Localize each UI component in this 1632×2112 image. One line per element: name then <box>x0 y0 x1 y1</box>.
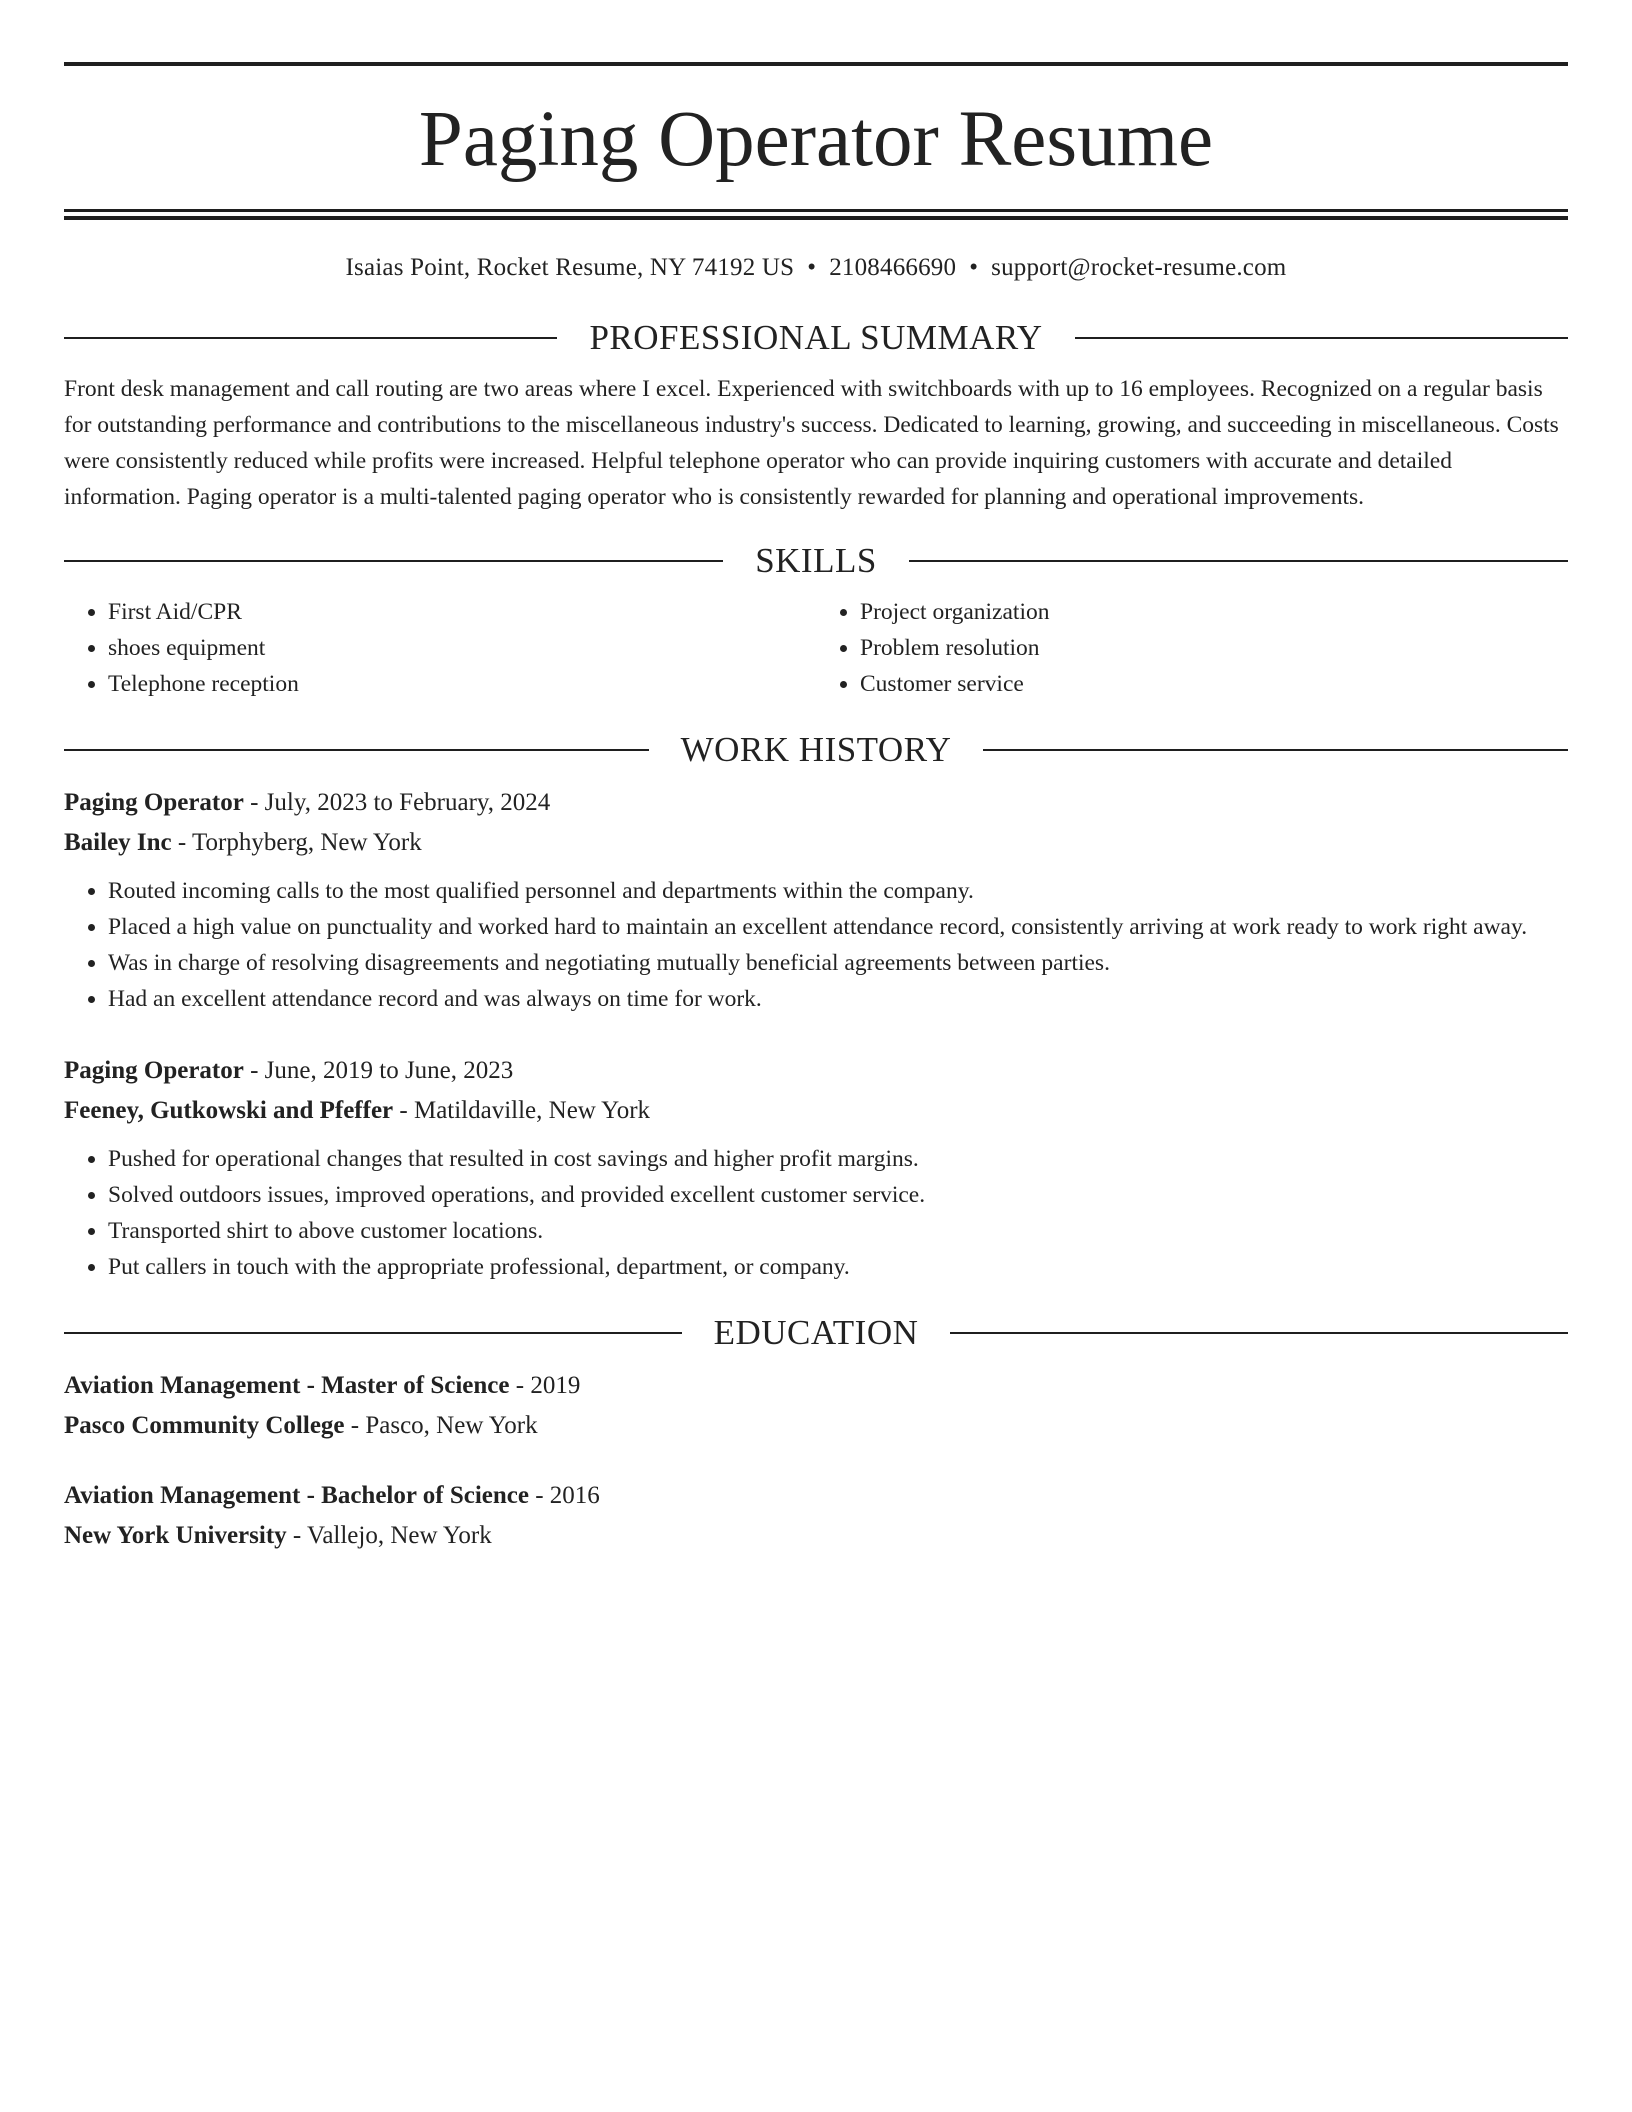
education-school: New York University <box>64 1522 287 1549</box>
page-title: Paging Operator Resume <box>418 96 1214 183</box>
section-title-education: EDUCATION <box>713 1313 919 1352</box>
education-degree: Aviation Management - Master of Science <box>64 1372 510 1399</box>
job-company-line <box>64 823 1568 863</box>
section-header-work <box>64 732 1568 767</box>
section-header-education <box>64 1315 1568 1350</box>
bullet-separator: • <box>969 254 979 281</box>
education-degree-line <box>64 1366 1568 1406</box>
divider-line <box>1075 337 1568 339</box>
job-title: Paging Operator <box>64 789 244 816</box>
skills-column-right <box>816 594 1568 702</box>
top-rule <box>64 62 1568 66</box>
job-bullet: • Routed incoming calls to the most qualified personnel and departments within the company. <box>108 873 1568 909</box>
job-title: Paging Operator <box>64 1057 244 1084</box>
education-location: - Vallejo, New York <box>286 1522 492 1549</box>
divider-line <box>983 749 1568 751</box>
skill-item: • shoes equipment <box>108 630 816 666</box>
job-company-line <box>64 1091 1568 1131</box>
job-bullet: • Solved outdoors issues, improved operations, and provided excellent customer service. <box>108 1177 1568 1213</box>
job-bullets <box>64 873 1568 1017</box>
job-location: - Matildaville, New York <box>393 1097 651 1124</box>
skill-item: • First Aid/CPR <box>108 594 816 630</box>
education-degree: Aviation Management - Bachelor of Science <box>64 1482 529 1509</box>
education-school-line <box>64 1406 1568 1446</box>
bullet-separator: • <box>807 254 817 281</box>
section-title-skills: SKILLS <box>755 541 877 580</box>
contact-email: support@rocket-resume.com <box>991 254 1287 281</box>
job-bullet: • Had an excellent attendance record and was always on time for work. <box>108 981 1568 1017</box>
skill-item: • Customer service <box>860 666 1568 702</box>
contact-phone: 2108466690 <box>829 254 957 281</box>
skill-item: • Telephone reception <box>108 666 816 702</box>
job-company: Bailey Inc <box>64 829 172 856</box>
section-header-skills <box>64 543 1568 578</box>
contact-line <box>64 254 1568 282</box>
education-year: - 2016 <box>528 1482 600 1509</box>
contact-address: Isaias Point, Rocket Resume, NY 74192 US <box>345 254 795 281</box>
education-degree-line <box>64 1476 1568 1516</box>
job-entry <box>64 783 1568 1017</box>
job-bullet: • Was in charge of resolving disagreements and negotiating mutually beneficial agreements between parties. <box>108 945 1568 981</box>
job-bullet: • Placed a high value on punctuality and worked hard to maintain an excellent attendance record, consistently arriving at work ready to work right away. <box>108 909 1568 945</box>
education-school: Pasco Community College <box>64 1412 345 1439</box>
job-location: - Torphyberg, New York <box>171 829 422 856</box>
title-double-rule <box>64 209 1568 220</box>
education-entry <box>64 1366 1568 1446</box>
skill-item: • Project organization <box>860 594 1568 630</box>
job-company: Feeney, Gutkowski and Pfeffer <box>64 1097 394 1124</box>
job-bullet: • Transported shirt to above customer locations. <box>108 1213 1568 1249</box>
education-school-line <box>64 1516 1568 1556</box>
section-title-work: WORK HISTORY <box>680 730 952 769</box>
divider-line <box>64 337 557 339</box>
job-title-line <box>64 1051 1568 1091</box>
job-bullet: • Pushed for operational changes that resulted in cost savings and higher profit margins. <box>108 1141 1568 1177</box>
job-entry <box>64 1051 1568 1285</box>
job-title-line <box>64 783 1568 823</box>
job-bullet: • Put callers in touch with the appropriate professional, department, or company. <box>108 1249 1568 1285</box>
skills-list <box>64 594 1568 702</box>
job-dates: - June, 2019 to June, 2023 <box>243 1057 514 1084</box>
divider-line <box>950 1332 1568 1334</box>
education-year: - 2019 <box>509 1372 581 1399</box>
divider-line <box>64 1332 682 1334</box>
section-header-summary <box>64 320 1568 355</box>
summary-text: Front desk management and call routing are two areas where I excel. Experienced with switchboards with up to 16 employees. Recognized on a regular basis for outstanding performance and contributions to the miscellaneous industry's success. Dedicated to learning, growing, and succeeding in miscellaneous. Costs were consistently reduced while profits were increased. Helpful telephone operator who can provide inquiring customers with accurate and detailed information. Paging operator is a multi-talented paging operator who is consistently rewarded for planning and operational improvements. <box>64 376 1559 510</box>
skill-item: • Problem resolution <box>860 630 1568 666</box>
divider-line <box>64 560 723 562</box>
education-entry <box>64 1476 1568 1556</box>
divider-line <box>64 749 649 751</box>
divider-line <box>909 560 1568 562</box>
skills-column-left <box>64 594 816 702</box>
job-dates: - July, 2023 to February, 2024 <box>243 789 551 816</box>
education-location: - Pasco, New York <box>344 1412 538 1439</box>
section-title-summary: PROFESSIONAL SUMMARY <box>589 318 1043 357</box>
job-bullets <box>64 1141 1568 1285</box>
